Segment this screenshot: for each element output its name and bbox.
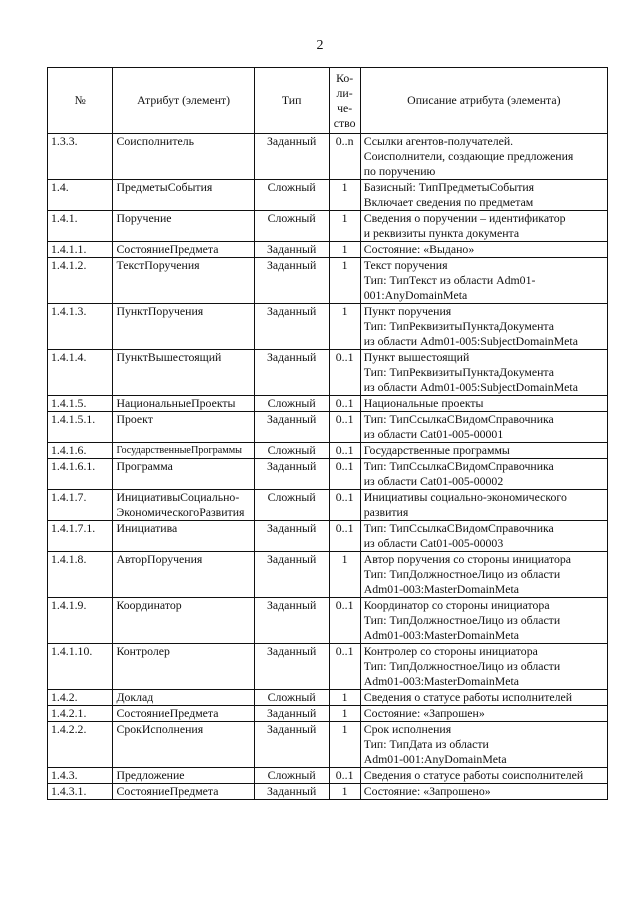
row-number-cell: 1.4.1. xyxy=(48,211,113,242)
description-line: Состояние: «Запрошено» xyxy=(363,784,491,798)
row-number-cell: 1.4.1.6. xyxy=(48,443,113,459)
quantity-cell: 0..1 xyxy=(329,521,360,552)
table-row xyxy=(48,521,608,552)
type-cell: Заданный xyxy=(254,350,329,396)
table-row xyxy=(48,396,608,412)
quantity-cell: 1 xyxy=(329,211,360,242)
type-cell: Сложный xyxy=(254,396,329,412)
page-number: 2 xyxy=(316,38,324,53)
description-cell xyxy=(360,443,607,459)
quantity-cell: 0..1 xyxy=(329,443,360,459)
attribute-name-cell: СрокИсполнения xyxy=(113,722,254,768)
attribute-name-cell: Доклад xyxy=(113,690,254,706)
header-description: Описание атрибута (элемента) xyxy=(360,68,607,134)
row-number-cell: 1.4.1.10. xyxy=(48,644,113,690)
description-cell xyxy=(360,784,607,800)
description-cell xyxy=(360,490,607,521)
attribute-name-cell: Контролер xyxy=(113,644,254,690)
description-line: Текст поручения xyxy=(363,258,448,272)
table-body xyxy=(48,134,608,800)
attributes-table xyxy=(47,67,608,800)
quantity-cell: 1 xyxy=(329,242,360,258)
attribute-name-cell: СостояниеПредмета xyxy=(113,706,254,722)
type-cell: Заданный xyxy=(254,598,329,644)
row-number-cell: 1.4.1.6.1. xyxy=(48,459,113,490)
description-line: Тип: ТипРеквизитыПунктаДокумента xyxy=(363,319,554,333)
description-cell xyxy=(360,706,607,722)
description-line: Сведения о статусе работы соисполнителей xyxy=(363,768,584,782)
attribute-name-cell: ТекстПоручения xyxy=(113,258,254,304)
description-line: Пункт вышестоящий xyxy=(363,350,470,364)
attribute-name-cell: Программа xyxy=(113,459,254,490)
description-line: Тип: ТипТекст из области Adm01- xyxy=(363,273,536,287)
quantity-cell: 0..n xyxy=(329,134,360,180)
description-line: Тип: ТипСсылкаСВидомСправочника xyxy=(363,459,554,473)
type-cell: Заданный xyxy=(254,258,329,304)
description-line: Координатор со стороны инициатора xyxy=(363,598,550,612)
description-line: Национальные проекты xyxy=(363,396,484,410)
type-cell: Заданный xyxy=(254,459,329,490)
description-line: Автор поручения со стороны инициатора xyxy=(363,552,572,566)
type-cell: Сложный xyxy=(254,768,329,784)
description-line: Контролер со стороны инициатора xyxy=(363,644,538,658)
description-line: Тип: ТипСсылкаСВидомСправочника xyxy=(363,412,554,426)
description-cell xyxy=(360,242,607,258)
table-row xyxy=(48,768,608,784)
attribute-name-cell: АвторПоручения xyxy=(113,552,254,598)
row-number-cell: 1.4.1.7. xyxy=(48,490,113,521)
description-line: Государственные программы xyxy=(363,443,510,457)
table-row xyxy=(48,180,608,211)
description-cell xyxy=(360,350,607,396)
table-row xyxy=(48,722,608,768)
quantity-cell: 1 xyxy=(329,722,360,768)
table-row xyxy=(48,459,608,490)
description-cell xyxy=(360,258,607,304)
description-cell xyxy=(360,768,607,784)
attribute-name-cell: ГосударственныеПрограммы xyxy=(113,443,254,459)
attribute-name-cell: Поручение xyxy=(113,211,254,242)
table-row xyxy=(48,644,608,690)
quantity-cell: 0..1 xyxy=(329,412,360,443)
row-number-cell: 1.4.1.2. xyxy=(48,258,113,304)
description-line: из области Adm01-005:SubjectDomainMeta xyxy=(363,380,578,394)
type-cell: Заданный xyxy=(254,706,329,722)
description-cell xyxy=(360,211,607,242)
type-cell: Заданный xyxy=(254,242,329,258)
type-cell: Заданный xyxy=(254,722,329,768)
table-row xyxy=(48,350,608,396)
attribute-name-cell: ПунктПоручения xyxy=(113,304,254,350)
row-number-cell: 1.4.2.2. xyxy=(48,722,113,768)
type-cell: Сложный xyxy=(254,690,329,706)
quantity-cell: 1 xyxy=(329,180,360,211)
description-cell xyxy=(360,644,607,690)
row-number-cell: 1.4.2.1. xyxy=(48,706,113,722)
description-line: Сведения о статусе работы исполнителей xyxy=(363,690,573,704)
quantity-cell: 1 xyxy=(329,784,360,800)
description-cell xyxy=(360,396,607,412)
row-number-cell: 1.4.1.9. xyxy=(48,598,113,644)
description-line: из области Cat01-005-00001 xyxy=(363,427,504,441)
description-line: Ссылки агентов-получателей. xyxy=(363,134,514,148)
quantity-cell: 1 xyxy=(329,304,360,350)
type-cell: Заданный xyxy=(254,412,329,443)
row-number-cell: 1.4.1.7.1. xyxy=(48,521,113,552)
table-row xyxy=(48,690,608,706)
header-quantity-label: Ко- ли- че- ство xyxy=(333,70,356,130)
quantity-cell: 0..1 xyxy=(329,459,360,490)
quantity-cell: 1 xyxy=(329,552,360,598)
table-row xyxy=(48,552,608,598)
attribute-name-cell: СостояниеПредмета xyxy=(113,784,254,800)
quantity-cell: 1 xyxy=(329,690,360,706)
attribute-name-cell: Предложение xyxy=(113,768,254,784)
description-line: Тип: ТипДолжностноеЛицо из области xyxy=(363,659,561,673)
attribute-name-cell: СостояниеПредмета xyxy=(113,242,254,258)
description-line: Пункт поручения xyxy=(363,304,452,318)
description-line: Тип: ТипДолжностноеЛицо из области xyxy=(363,567,561,581)
table-header-row xyxy=(48,68,608,134)
row-number-cell: 1.4. xyxy=(48,180,113,211)
description-cell xyxy=(360,598,607,644)
table-row xyxy=(48,598,608,644)
description-line: Тип: ТипСсылкаСВидомСправочника xyxy=(363,521,554,535)
table-row xyxy=(48,242,608,258)
row-number-cell: 1.4.1.3. xyxy=(48,304,113,350)
table-row xyxy=(48,304,608,350)
quantity-cell: 0..1 xyxy=(329,350,360,396)
row-number-cell: 1.4.1.8. xyxy=(48,552,113,598)
attribute-name-cell: НациональныеПроекты xyxy=(113,396,254,412)
quantity-cell: 0..1 xyxy=(329,768,360,784)
description-line: развития xyxy=(363,505,409,519)
type-cell: Заданный xyxy=(254,784,329,800)
description-cell xyxy=(360,412,607,443)
header-num: № xyxy=(48,68,113,134)
quantity-cell: 0..1 xyxy=(329,644,360,690)
description-cell xyxy=(360,180,607,211)
description-cell xyxy=(360,552,607,598)
description-cell xyxy=(360,722,607,768)
description-line: Тип: ТипРеквизитыПунктаДокумента xyxy=(363,365,554,379)
row-number-cell: 1.4.1.4. xyxy=(48,350,113,396)
description-line: из области Adm01-005:SubjectDomainMeta xyxy=(363,334,578,348)
row-number-cell: 1.4.3. xyxy=(48,768,113,784)
type-cell: Заданный xyxy=(254,521,329,552)
type-cell: Сложный xyxy=(254,211,329,242)
description-cell xyxy=(360,690,607,706)
description-line: Adm01-003:MasterDomainMeta xyxy=(363,674,519,688)
description-line: Соисполнители, создающие предложения xyxy=(363,149,574,163)
quantity-cell: 0..1 xyxy=(329,396,360,412)
table-row xyxy=(48,211,608,242)
description-cell xyxy=(360,134,607,180)
description-line: Инициативы социально-экономического xyxy=(363,490,567,504)
type-cell: Заданный xyxy=(254,304,329,350)
attribute-name-cell: Соисполнитель xyxy=(113,134,254,180)
description-cell xyxy=(360,521,607,552)
row-number-cell: 1.4.2. xyxy=(48,690,113,706)
table-row xyxy=(48,412,608,443)
description-cell xyxy=(360,459,607,490)
attribute-name-cell: Координатор xyxy=(113,598,254,644)
description-line: Adm01-001:AnyDomainMeta xyxy=(363,752,507,766)
quantity-cell: 1 xyxy=(329,258,360,304)
type-cell: Заданный xyxy=(254,134,329,180)
description-line: из области Cat01-005-00002 xyxy=(363,474,504,488)
description-line: Срок исполнения xyxy=(363,722,452,736)
attribute-name-cell: ПредметыСобытия xyxy=(113,180,254,211)
row-number-cell: 1.4.1.5.1. xyxy=(48,412,113,443)
table-row xyxy=(48,706,608,722)
type-cell: Сложный xyxy=(254,180,329,211)
description-line: Состояние: «Запрошен» xyxy=(363,706,485,720)
attribute-name-cell: Проект xyxy=(113,412,254,443)
type-cell: Заданный xyxy=(254,552,329,598)
row-number-cell: 1.4.1.1. xyxy=(48,242,113,258)
header-type: Тип xyxy=(254,68,329,134)
description-line: Базисный: ТипПредметыСобытия xyxy=(363,180,535,194)
table-row xyxy=(48,134,608,180)
description-line: по поручению xyxy=(363,164,436,178)
table-row xyxy=(48,443,608,459)
header-quantity xyxy=(329,68,360,134)
description-line: 001:AnyDomainMeta xyxy=(363,288,468,302)
header-attribute: Атрибут (элемент) xyxy=(113,68,254,134)
description-line: из области Cat01-005-00003 xyxy=(363,536,504,550)
description-line: Adm01-003:MasterDomainMeta xyxy=(363,628,519,642)
attribute-name-cell: Инициатива xyxy=(113,521,254,552)
quantity-cell: 0..1 xyxy=(329,598,360,644)
type-cell: Заданный xyxy=(254,644,329,690)
description-cell xyxy=(360,304,607,350)
table-row xyxy=(48,258,608,304)
description-line: Тип: ТипДолжностноеЛицо из области xyxy=(363,613,561,627)
attribute-name-cell: ПунктВышестоящий xyxy=(113,350,254,396)
type-cell: Сложный xyxy=(254,490,329,521)
description-line: Adm01-003:MasterDomainMeta xyxy=(363,582,519,596)
description-line: Состояние: «Выдано» xyxy=(363,242,475,256)
description-line: Тип: ТипДата из области xyxy=(363,737,489,751)
quantity-cell: 1 xyxy=(329,706,360,722)
row-number-cell: 1.4.3.1. xyxy=(48,784,113,800)
table-row xyxy=(48,490,608,521)
quantity-cell: 0..1 xyxy=(329,490,360,521)
description-line: Сведения о поручении – идентификатор xyxy=(363,211,566,225)
description-line: и реквизиты пункта документа xyxy=(363,226,520,240)
table-row xyxy=(48,784,608,800)
row-number-cell: 1.4.1.5. xyxy=(48,396,113,412)
row-number-cell: 1.3.3. xyxy=(48,134,113,180)
description-line: Включает сведения по предметам xyxy=(363,195,534,209)
attribute-name-cell: ИнициативыСоциальноЭкономическогоРазвития xyxy=(113,490,254,521)
type-cell: Сложный xyxy=(254,443,329,459)
